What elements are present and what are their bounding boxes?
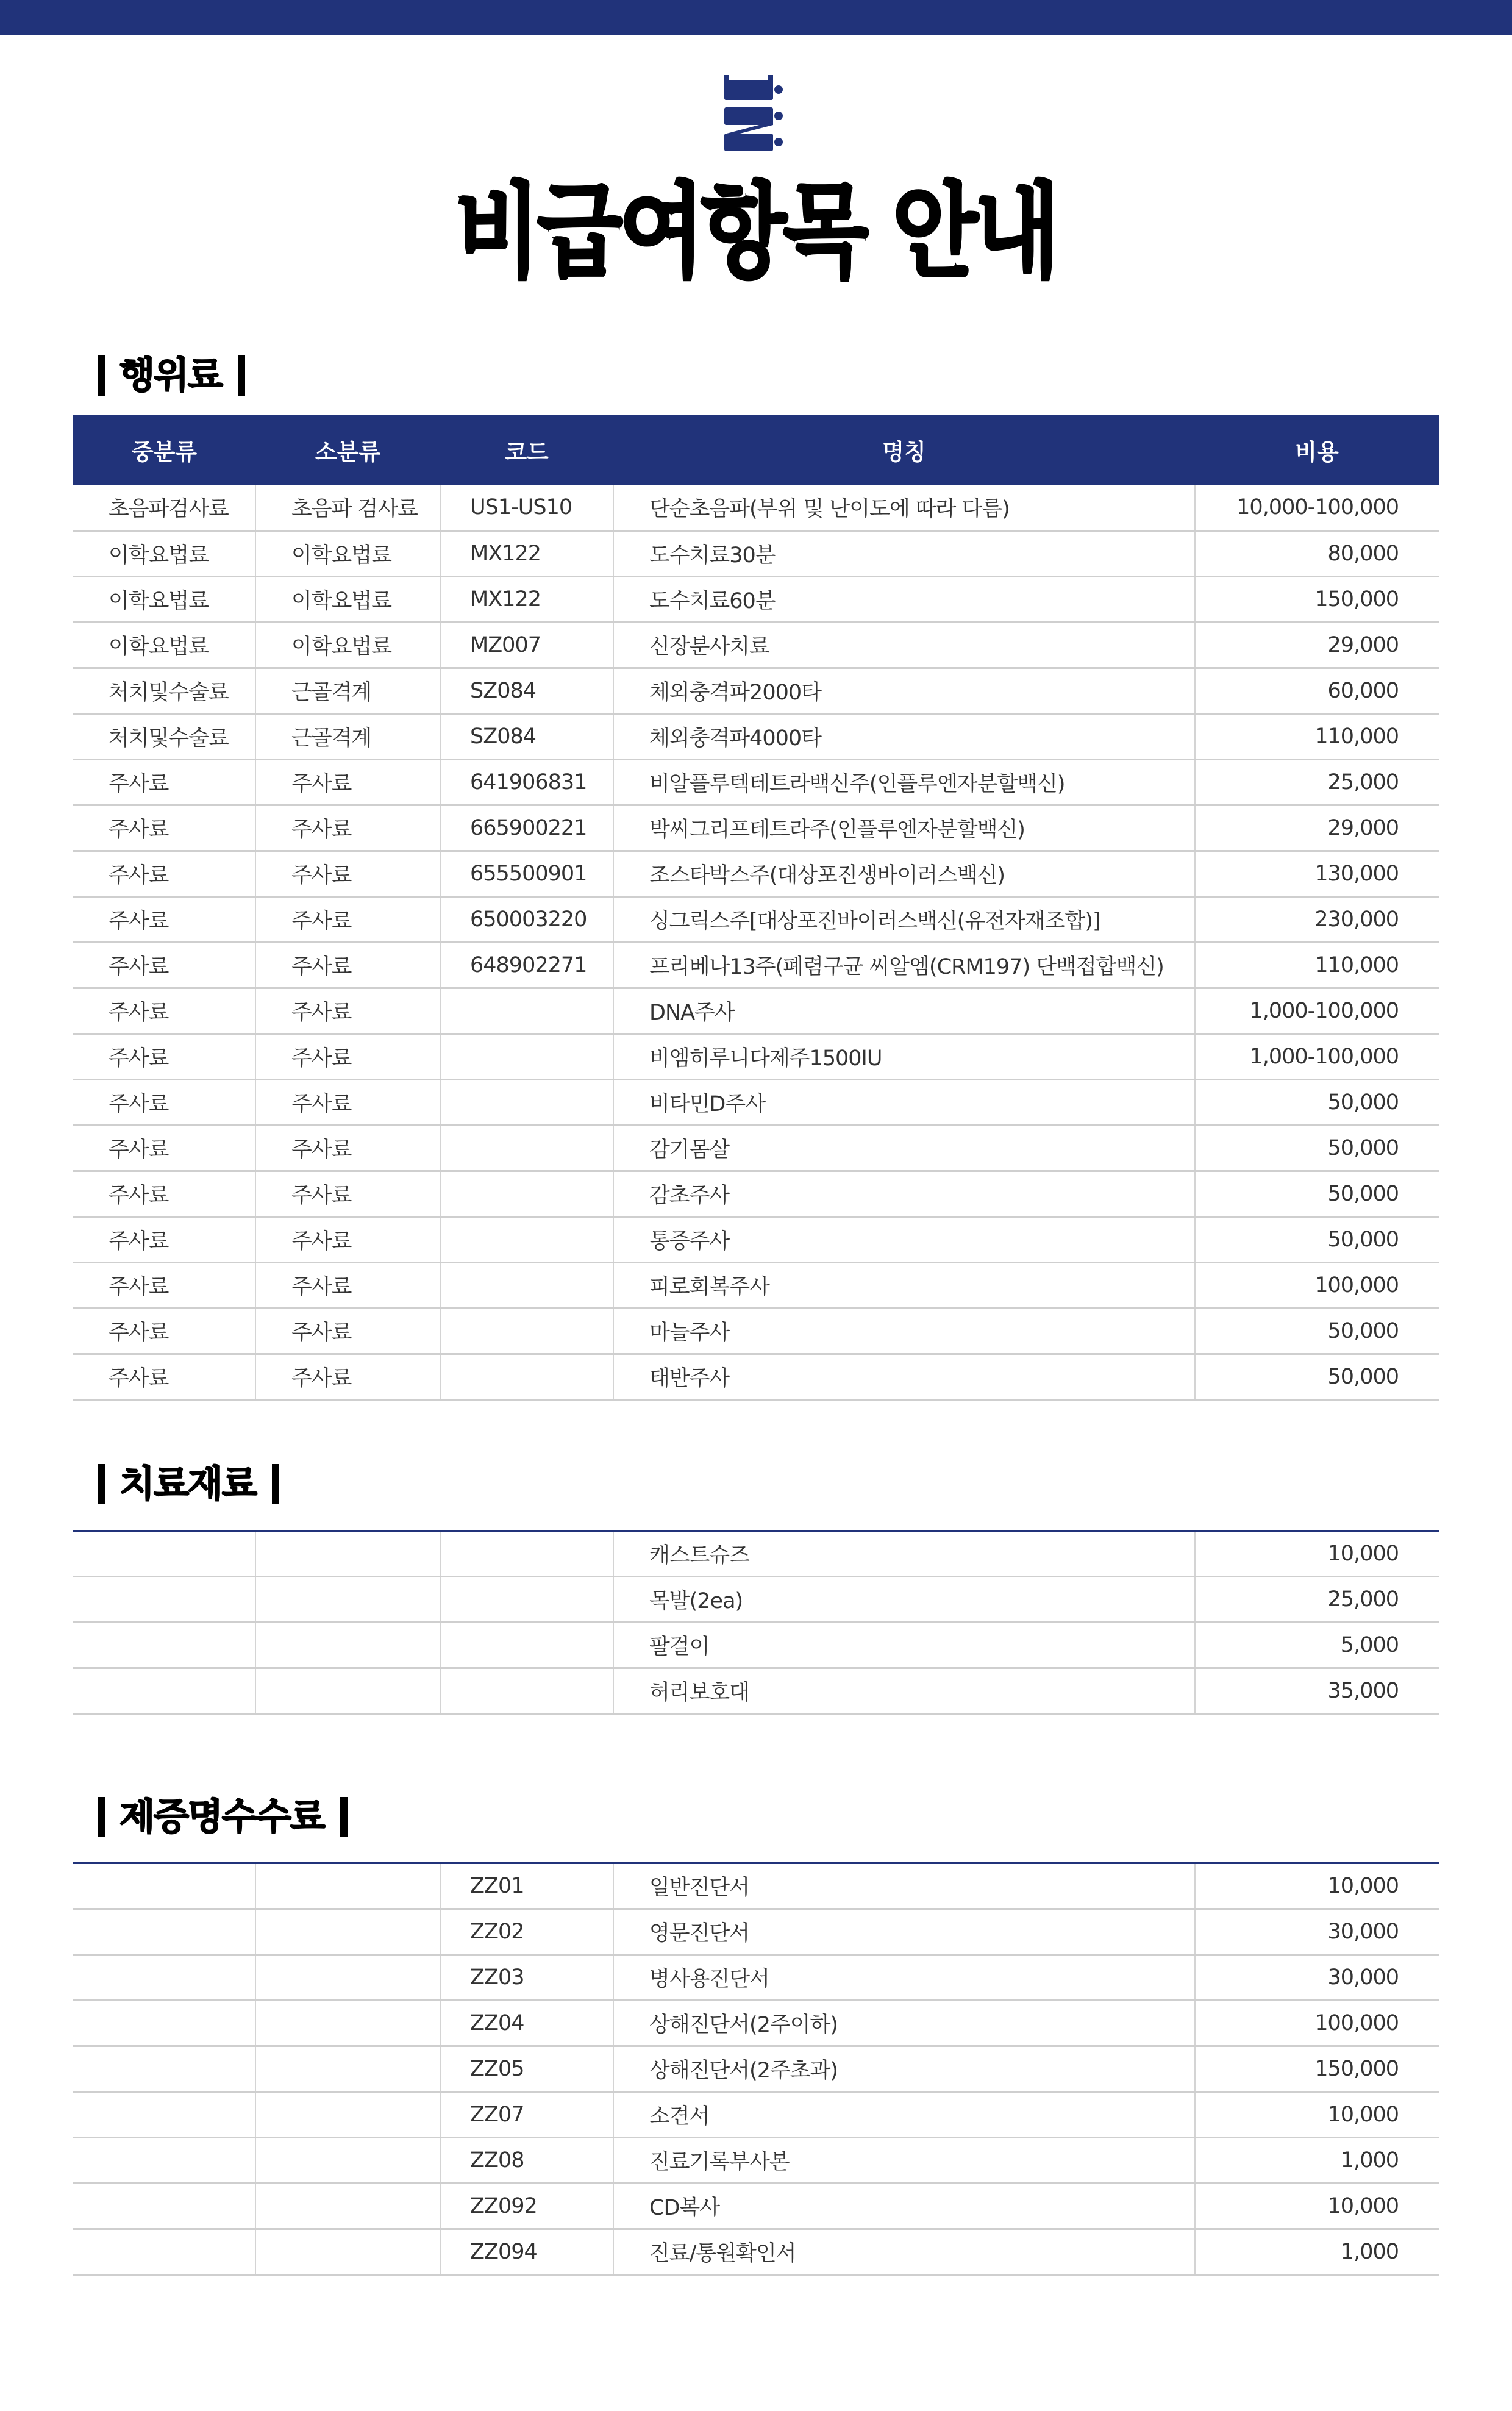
cell-subcategory: 주사료 [255, 1125, 440, 1171]
cell-name: 도수치료60분 [613, 576, 1195, 622]
cell-cost: 30,000 [1195, 1955, 1439, 2001]
cell-subcategory [255, 1955, 440, 2001]
cell-name: 체외충격파2000타 [613, 668, 1195, 713]
cell-name: 비엠히루니다제주1500IU [613, 1034, 1195, 1079]
table-row [73, 530, 1439, 576]
title-bracket-right [340, 1797, 348, 1837]
table-row [73, 988, 1439, 1034]
cell-code: ZZ05 [440, 2046, 613, 2092]
cell-subcategory: 근골격계 [255, 668, 440, 713]
cell-category: 처치및수술료 [73, 713, 255, 759]
cell-subcategory: 초음파 검사료 [255, 485, 440, 530]
table-row [73, 1577, 1439, 1623]
cell-category: 이학요법료 [73, 622, 255, 668]
cell-code: ZZ092 [440, 2184, 613, 2229]
table-row [73, 2092, 1439, 2138]
cell-name: CD복사 [613, 2184, 1195, 2229]
cell-code: ZZ03 [440, 1955, 613, 2001]
cell-code [440, 1034, 613, 1079]
cell-category: 주사료 [73, 1354, 255, 1399]
cell-category: 주사료 [73, 1308, 255, 1354]
cell-cost: 30,000 [1195, 1909, 1439, 1955]
cell-code: 655500901 [440, 851, 613, 896]
table-row [73, 1308, 1439, 1354]
table-row [73, 622, 1439, 668]
cell-code: ZZ07 [440, 2092, 613, 2138]
cell-code: 641906831 [440, 759, 613, 805]
table-row [73, 942, 1439, 988]
cell-code [440, 1668, 613, 1714]
cell-subcategory: 주사료 [255, 1216, 440, 1262]
table-row [73, 759, 1439, 805]
table-row [73, 485, 1439, 530]
table-row [73, 713, 1439, 759]
cell-name: 감초주사 [613, 1171, 1195, 1216]
cell-subcategory [255, 1668, 440, 1714]
procedure-fees-table [73, 415, 1439, 1401]
column-header-code: 코드 [440, 415, 613, 485]
cell-category: 주사료 [73, 988, 255, 1034]
cell-category [73, 1909, 255, 1955]
cell-code [440, 1577, 613, 1623]
table-row [73, 1909, 1439, 1955]
cell-name: 마늘주사 [613, 1308, 1195, 1354]
cell-subcategory: 주사료 [255, 942, 440, 988]
cell-category: 주사료 [73, 1034, 255, 1079]
cell-cost: 10,000 [1195, 2184, 1439, 2229]
cell-name: 영문진단서 [613, 1909, 1195, 1955]
cell-name: 체외충격파4000타 [613, 713, 1195, 759]
table-row [73, 1216, 1439, 1262]
certificate-fees-table [73, 1862, 1439, 2276]
cell-cost: 60,000 [1195, 668, 1439, 713]
cell-cost: 35,000 [1195, 1668, 1439, 1714]
cell-code: 648902271 [440, 942, 613, 988]
cell-cost: 50,000 [1195, 1125, 1439, 1171]
cell-name: 조스타박스주(대상포진생바이러스백신) [613, 851, 1195, 896]
table-row [73, 1863, 1439, 1909]
cell-category: 이학요법료 [73, 530, 255, 576]
table-row [73, 1354, 1439, 1399]
cell-subcategory: 이학요법료 [255, 622, 440, 668]
table-header [73, 415, 1439, 485]
table-row [73, 668, 1439, 713]
cell-code: ZZ08 [440, 2138, 613, 2184]
cell-category [73, 1623, 255, 1668]
table-row [73, 2046, 1439, 2092]
cell-cost: 50,000 [1195, 1171, 1439, 1216]
cell-code: MX122 [440, 576, 613, 622]
table-row [73, 1034, 1439, 1079]
cell-subcategory [255, 2046, 440, 2092]
cell-cost: 25,000 [1195, 1577, 1439, 1623]
cell-category: 주사료 [73, 805, 255, 851]
cell-category [73, 2001, 255, 2046]
cell-name: 태반주사 [613, 1354, 1195, 1399]
table-row [73, 1262, 1439, 1308]
cell-subcategory [255, 2138, 440, 2184]
top-banner-bar [0, 0, 1512, 35]
cell-cost: 100,000 [1195, 2001, 1439, 2046]
cell-cost: 10,000 [1195, 1863, 1439, 1909]
cell-category: 주사료 [73, 1125, 255, 1171]
cell-subcategory: 주사료 [255, 988, 440, 1034]
cell-code: ZZ01 [440, 1863, 613, 1909]
cell-cost: 25,000 [1195, 759, 1439, 805]
section-title-label: 제증명수수료 [119, 1796, 324, 1838]
cell-code [440, 1125, 613, 1171]
cell-code: ZZ04 [440, 2001, 613, 2046]
cell-cost: 29,000 [1195, 805, 1439, 851]
cell-cost: 10,000-100,000 [1195, 485, 1439, 530]
cell-code: 665900221 [440, 805, 613, 851]
cell-code: SZ084 [440, 668, 613, 713]
cell-category [73, 2092, 255, 2138]
cell-name: 비타민D주사 [613, 1079, 1195, 1125]
cell-subcategory [255, 1909, 440, 1955]
cell-cost: 110,000 [1195, 713, 1439, 759]
cell-name: 도수치료30분 [613, 530, 1195, 576]
cell-code [440, 1171, 613, 1216]
cell-subcategory: 주사료 [255, 1354, 440, 1399]
cell-cost: 5,000 [1195, 1623, 1439, 1668]
table-row [73, 1079, 1439, 1125]
cell-cost: 10,000 [1195, 2092, 1439, 2138]
cell-category [73, 1668, 255, 1714]
cell-subcategory: 근골격계 [255, 713, 440, 759]
cell-cost: 50,000 [1195, 1308, 1439, 1354]
cell-cost: 1,000 [1195, 2138, 1439, 2184]
stacked-bars-logo-icon [724, 75, 783, 153]
table-row [73, 576, 1439, 622]
title-bracket-left [98, 355, 105, 396]
cell-cost: 10,000 [1195, 1531, 1439, 1577]
table-row [73, 2229, 1439, 2275]
cell-code: 650003220 [440, 896, 613, 942]
cell-category [73, 2046, 255, 2092]
cell-code: ZZ02 [440, 1909, 613, 1955]
cell-cost: 230,000 [1195, 896, 1439, 942]
cell-name: 비알플루텍테트라백신주(인플루엔자분할백신) [613, 759, 1195, 805]
cell-subcategory: 주사료 [255, 1034, 440, 1079]
title-bracket-left [98, 1797, 105, 1837]
cell-category [73, 2184, 255, 2229]
cell-cost: 80,000 [1195, 530, 1439, 576]
cell-subcategory [255, 2092, 440, 2138]
cell-cost: 1,000-100,000 [1195, 1034, 1439, 1079]
section-title-label: 치료재료 [119, 1463, 256, 1506]
table-row [73, 2184, 1439, 2229]
cell-name: 일반진단서 [613, 1863, 1195, 1909]
cell-subcategory [255, 1623, 440, 1668]
cell-code: ZZ094 [440, 2229, 613, 2275]
title-bracket-right [238, 355, 245, 396]
cell-cost: 100,000 [1195, 1262, 1439, 1308]
table-row [73, 1531, 1439, 1577]
cell-subcategory: 주사료 [255, 1171, 440, 1216]
cell-code [440, 1308, 613, 1354]
cell-subcategory [255, 2184, 440, 2229]
cell-code: US1-US10 [440, 485, 613, 530]
cell-category: 주사료 [73, 896, 255, 942]
cell-name: 신장분사치료 [613, 622, 1195, 668]
cell-subcategory: 이학요법료 [255, 530, 440, 576]
cell-cost: 50,000 [1195, 1216, 1439, 1262]
cell-subcategory [255, 2001, 440, 2046]
cell-cost: 50,000 [1195, 1354, 1439, 1399]
section-title-certificate-fees [98, 1796, 348, 1838]
cell-category [73, 2138, 255, 2184]
title-bracket-right [272, 1464, 279, 1504]
table-row [73, 2001, 1439, 2046]
cell-code: MX122 [440, 530, 613, 576]
cell-code [440, 1354, 613, 1399]
cell-name: 팔걸이 [613, 1623, 1195, 1668]
cell-cost: 1,000-100,000 [1195, 988, 1439, 1034]
cell-name: 소견서 [613, 2092, 1195, 2138]
cell-code [440, 1262, 613, 1308]
cell-category: 처치및수술료 [73, 668, 255, 713]
cell-category: 주사료 [73, 1216, 255, 1262]
cell-code [440, 988, 613, 1034]
cell-subcategory [255, 1577, 440, 1623]
cell-name: 싱그릭스주[대상포진바이러스백신(유전자재조합)] [613, 896, 1195, 942]
cell-subcategory [255, 2229, 440, 2275]
table-row [73, 1171, 1439, 1216]
cell-category [73, 1863, 255, 1909]
column-header-category: 중분류 [73, 415, 255, 485]
cell-name: DNA주사 [613, 988, 1195, 1034]
column-header-subcategory: 소분류 [255, 415, 440, 485]
table-row [73, 1125, 1439, 1171]
cell-name: 감기몸살 [613, 1125, 1195, 1171]
cell-subcategory: 주사료 [255, 1262, 440, 1308]
cell-name: 프리베나13주(폐렴구균 씨알엠(CRM197) 단백접합백신) [613, 942, 1195, 988]
cell-code [440, 1531, 613, 1577]
cell-cost: 150,000 [1195, 576, 1439, 622]
cell-subcategory [255, 1863, 440, 1909]
cell-subcategory: 주사료 [255, 759, 440, 805]
table-row [73, 1623, 1439, 1668]
cell-category: 주사료 [73, 1171, 255, 1216]
table-row [73, 1668, 1439, 1714]
column-header-cost: 비용 [1195, 415, 1439, 485]
table-row [73, 851, 1439, 896]
cell-category: 주사료 [73, 851, 255, 896]
cell-code [440, 1216, 613, 1262]
cell-name: 피로회복주사 [613, 1262, 1195, 1308]
cell-subcategory: 주사료 [255, 1308, 440, 1354]
cell-name: 진료/통원확인서 [613, 2229, 1195, 2275]
cell-cost: 29,000 [1195, 622, 1439, 668]
cell-name: 캐스트슈즈 [613, 1531, 1195, 1577]
title-bracket-left [98, 1464, 105, 1504]
cell-code: MZ007 [440, 622, 613, 668]
cell-category: 주사료 [73, 1262, 255, 1308]
cell-category [73, 2229, 255, 2275]
cell-cost: 1,000 [1195, 2229, 1439, 2275]
treatment-materials-table [73, 1530, 1439, 1715]
cell-cost: 110,000 [1195, 942, 1439, 988]
cell-category: 이학요법료 [73, 576, 255, 622]
cell-name: 병사용진단서 [613, 1955, 1195, 2001]
cell-name: 목발(2ea) [613, 1577, 1195, 1623]
cell-name: 허리보호대 [613, 1668, 1195, 1714]
section-title-label: 행위료 [119, 354, 222, 397]
cell-category: 주사료 [73, 942, 255, 988]
table-row [73, 1955, 1439, 2001]
cell-cost: 50,000 [1195, 1079, 1439, 1125]
cell-category [73, 1577, 255, 1623]
table-row [73, 896, 1439, 942]
cell-category: 주사료 [73, 759, 255, 805]
cell-subcategory: 주사료 [255, 851, 440, 896]
cell-cost: 130,000 [1195, 851, 1439, 896]
cell-name: 상해진단서(2주초과) [613, 2046, 1195, 2092]
cell-subcategory [255, 1531, 440, 1577]
cell-name: 상해진단서(2주이하) [613, 2001, 1195, 2046]
cell-code: SZ084 [440, 713, 613, 759]
cell-cost: 150,000 [1195, 2046, 1439, 2092]
cell-code [440, 1079, 613, 1125]
cell-category [73, 1955, 255, 2001]
cell-subcategory: 이학요법료 [255, 576, 440, 622]
cell-subcategory: 주사료 [255, 805, 440, 851]
cell-subcategory: 주사료 [255, 896, 440, 942]
cell-name: 단순초음파(부위 및 난이도에 따라 다름) [613, 485, 1195, 530]
cell-name: 진료기록부사본 [613, 2138, 1195, 2184]
cell-category: 초음파검사료 [73, 485, 255, 530]
cell-subcategory: 주사료 [255, 1079, 440, 1125]
page-title: 비급여항목 안내 [455, 172, 1057, 291]
column-header-name: 명칭 [613, 415, 1195, 485]
table-row [73, 2138, 1439, 2184]
section-title-treatment-materials [98, 1463, 279, 1505]
cell-name: 통증주사 [613, 1216, 1195, 1262]
cell-name: 박씨그리프테트라주(인플루엔자분할백신) [613, 805, 1195, 851]
table-row [73, 805, 1439, 851]
cell-category [73, 1531, 255, 1577]
cell-code [440, 1623, 613, 1668]
cell-category: 주사료 [73, 1079, 255, 1125]
section-title-procedure-fees [98, 355, 245, 396]
